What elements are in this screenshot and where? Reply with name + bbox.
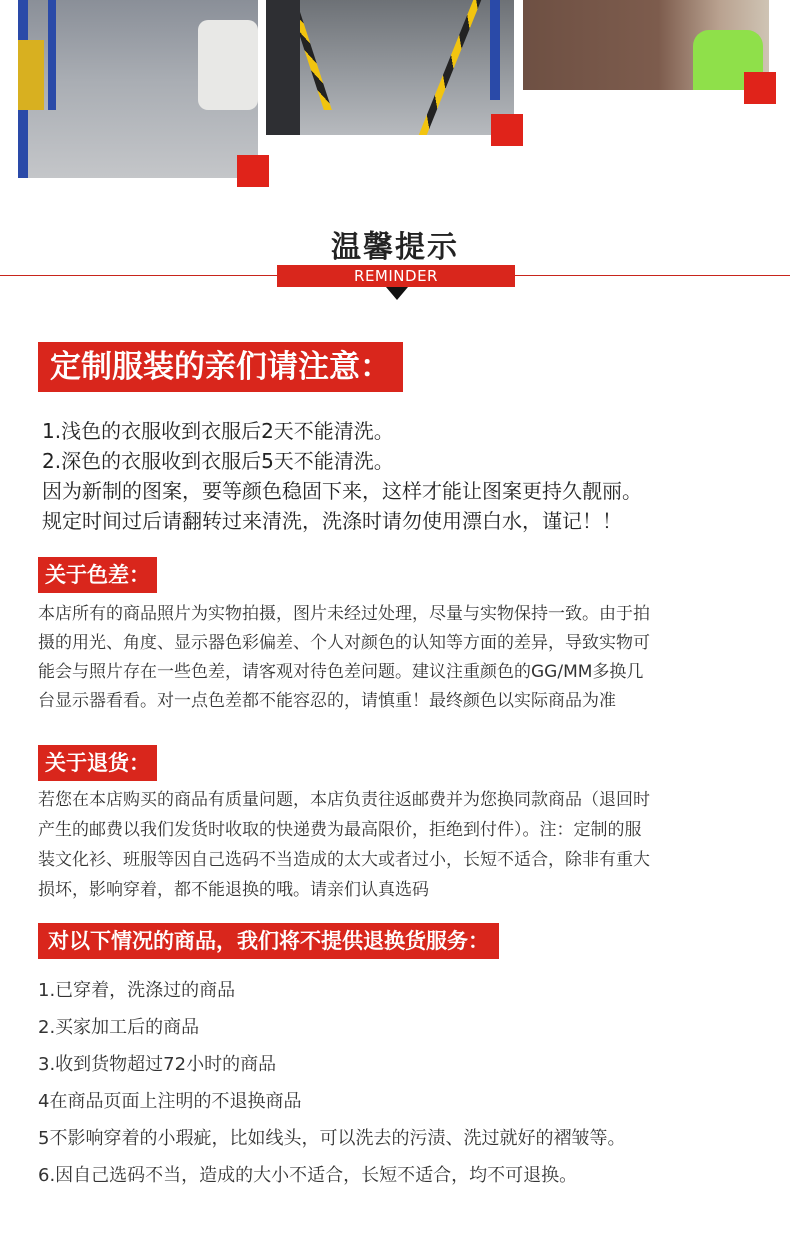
text-line: 摄的用光、角度、显示器色彩偏差、个人对颜色的认知等方面的差异，导致实物可 <box>38 633 650 653</box>
text-line: 若您在本店购买的商品有质量问题，本店负责往返邮费并为您换同款商品（退回时 <box>38 790 650 810</box>
text-line: 2.深色的衣服收到衣服后5天不能清洗。 <box>42 449 394 473</box>
floor-stripe <box>419 0 482 135</box>
custom-notice-text <box>42 416 642 536</box>
photo-corner-accent <box>491 114 523 146</box>
reminder-arrow-icon <box>386 287 408 300</box>
text-line: 损坏，影响穿着，都不能退换的哦。请亲们认真选码 <box>38 880 429 900</box>
text-line: 1.浅色的衣服收到衣服后2天不能清洗。 <box>42 419 394 443</box>
reminder-subtitle: REMINDER <box>277 265 515 287</box>
list-item: 5不影响穿着的小瑕疵，比如线头，可以洗去的污渍、洗过就好的褶皱等。 <box>38 1128 626 1149</box>
photo-corner-accent <box>237 155 269 187</box>
no-service-heading: 对以下情况的商品，我们将不提供退换货服务： <box>38 923 499 959</box>
photo-corner-accent <box>744 72 776 104</box>
list-item: 1.已穿着，洗涤过的商品 <box>38 980 236 1001</box>
returns-text <box>38 785 650 905</box>
shelf-rack <box>48 0 56 110</box>
text-line: 因为新制的图案，要等颜色稳固下来，这样才能让图案更持久靓丽。 <box>42 479 642 503</box>
color-difference-text <box>38 600 650 716</box>
person-silhouette <box>266 0 300 135</box>
list-item: 6.因自己选码不当，造成的大小不适合，长短不适合，均不可退换。 <box>38 1165 578 1186</box>
text-line: 能会与照片存在一些色差，请客观对待色差问题。建议注重颜色的GG/MM多换几 <box>38 662 644 682</box>
list-item: 3.收到货物超过72小时的商品 <box>38 1054 277 1075</box>
warehouse-photo-1 <box>18 0 258 178</box>
text-line: 台显示器看看。对一点色差都不能容忍的，请慎重！最终颜色以实际商品为准 <box>38 691 616 711</box>
reminder-title: 温馨提示 <box>331 230 459 265</box>
text-line: 规定时间过后请翻转过来清洗，洗涤时请勿使用漂白水，谨记！！ <box>42 509 622 533</box>
text-line: 本店所有的商品照片为实物拍摄，图片未经过处理，尽量与实物保持一致。由于拍 <box>38 604 650 624</box>
custom-notice-heading: 定制服装的亲们请注意： <box>38 342 403 392</box>
list-item: 2.买家加工后的商品 <box>38 1017 200 1038</box>
shirt-photo <box>523 0 769 90</box>
list-item: 4在商品页面上注明的不退换商品 <box>38 1091 302 1112</box>
warehouse-photo-2 <box>266 0 514 135</box>
text-line: 产生的邮费以我们发货时收取的快递费为最高限价，拒绝到付件）。注：定制的服 <box>38 820 642 840</box>
shelf-rack <box>490 0 500 100</box>
no-service-list <box>38 972 625 1194</box>
returns-heading: 关于退货： <box>38 745 157 781</box>
sack-pile <box>198 20 258 110</box>
color-difference-heading: 关于色差： <box>38 557 157 593</box>
text-line: 装文化衫、班服等因自己选码不当造成的太大或者过小，长短不适合，除非有重大 <box>38 850 650 870</box>
goods-box <box>18 40 44 110</box>
